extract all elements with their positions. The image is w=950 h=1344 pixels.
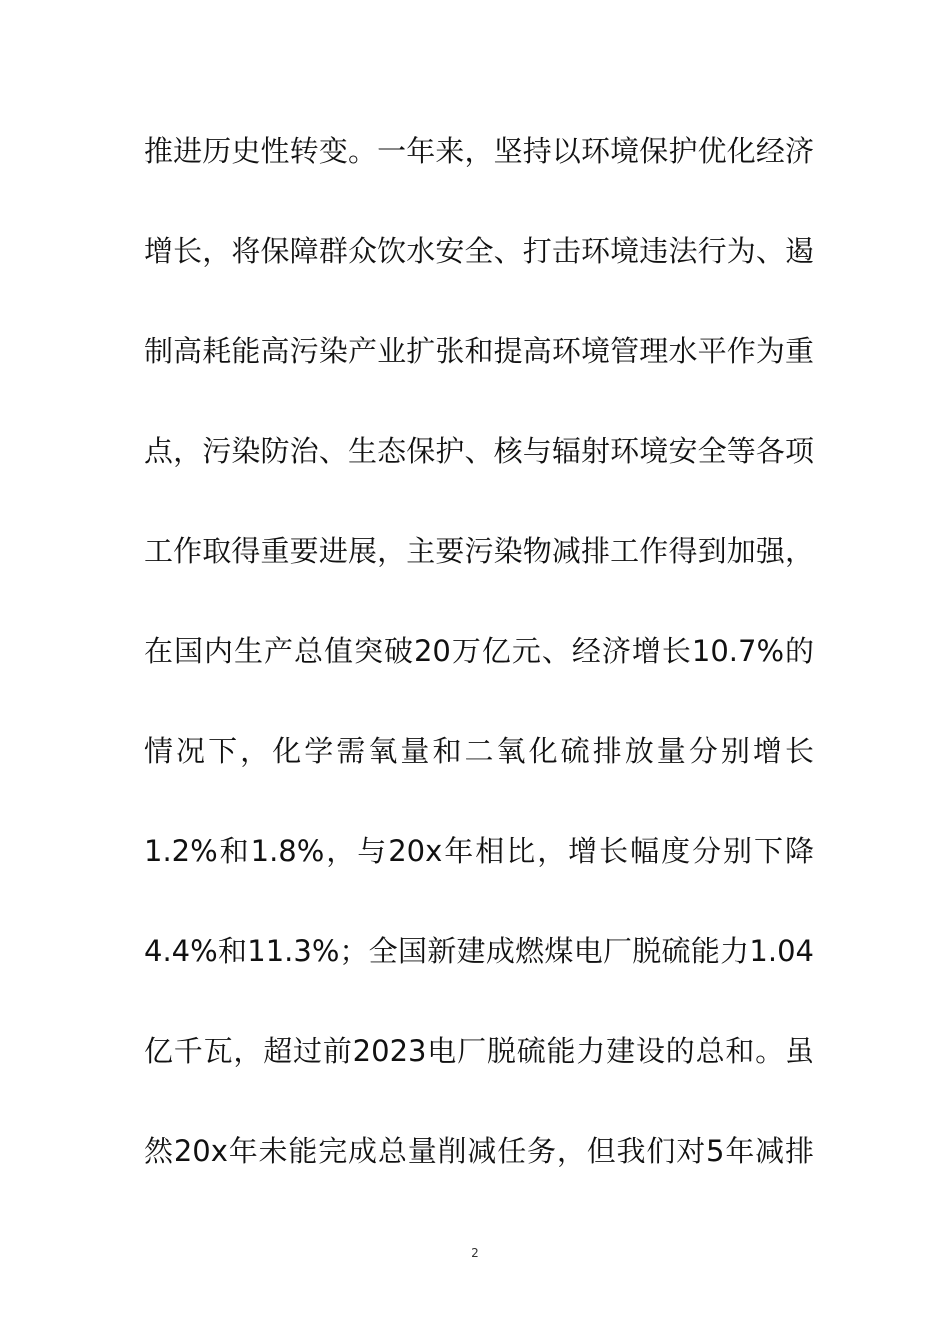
page-number: 2 (471, 1246, 479, 1260)
text-line-2: 增长，将保障群众饮水安全、打击环境违法行为、遏 (144, 234, 814, 268)
text-line-5: 工作取得重要进展，主要污染物减排工作得到加强， (144, 534, 814, 568)
text-line-11: 然20x年未能完成总量削减任务，但我们对5年减排 (144, 1134, 814, 1168)
text-line-4: 点，污染防治、生态保护、核与辐射环境安全等各项 (144, 434, 814, 468)
text-line-1: 推进历史性转变。一年来，坚持以环境保护优化经济 (144, 134, 814, 168)
text-line-9: 4.4%和11.3%；全国新建成燃煤电厂脱硫能力1.04 (144, 934, 814, 968)
text-line-10: 亿千瓦，超过前2023电厂脱硫能力建设的总和。虽 (144, 1034, 814, 1068)
text-line-7: 情况下，化学需氧量和二氧化硫排放量分别增长 (144, 734, 814, 768)
body-text (144, 126, 814, 1226)
text-line-6: 在国内生产总值突破20万亿元、经济增长10.7%的 (144, 634, 814, 668)
text-line-3: 制高耗能高污染产业扩张和提高环境管理水平作为重 (144, 334, 814, 368)
text-line-8: 1.2%和1.8%，与20x年相比，增长幅度分别下降 (144, 834, 814, 868)
